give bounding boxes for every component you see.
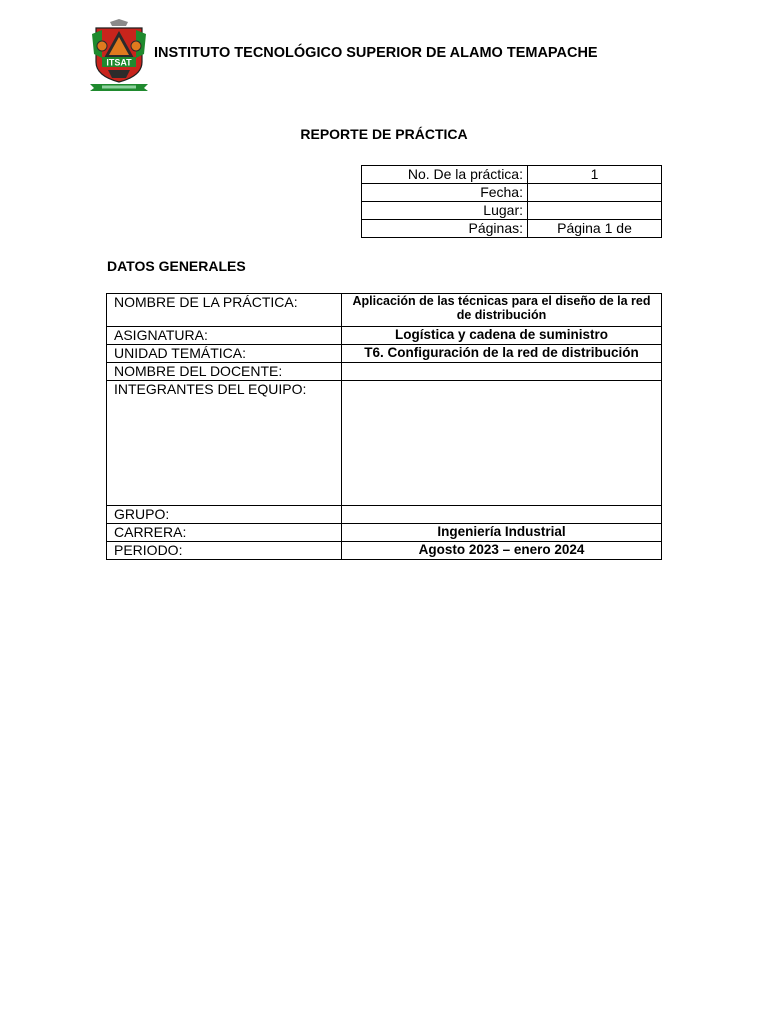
- general-data-heading: DATOS GENERALES: [107, 258, 246, 274]
- period-label: PERIODO:: [107, 542, 342, 560]
- place-row: [362, 202, 662, 220]
- practice-number-row: [362, 166, 662, 184]
- pages-label: Páginas:: [362, 220, 528, 238]
- date-row: [362, 184, 662, 202]
- practice-name-value: Aplicación de las técnicas para el diseño de la red de distribución: [342, 294, 662, 327]
- date-value: [528, 184, 662, 202]
- group-row: [107, 506, 662, 524]
- date-label: Fecha:: [362, 184, 528, 202]
- general-data-table: [106, 293, 662, 560]
- subject-label: ASIGNATURA:: [107, 327, 342, 345]
- report-title: REPORTE DE PRÁCTICA: [300, 126, 468, 142]
- career-label: CARRERA:: [107, 524, 342, 542]
- institute-logo: [88, 18, 150, 92]
- institute-name: INSTITUTO TECNOLÓGICO SUPERIOR DE ALAMO TEMAPACHE: [154, 45, 598, 61]
- pages-value: Página 1 de: [528, 220, 662, 238]
- unit-row: [107, 345, 662, 363]
- career-value: Ingeniería Industrial: [342, 524, 662, 542]
- group-value: [342, 506, 662, 524]
- unit-value: T6. Configuración de la red de distribución: [342, 345, 662, 363]
- teacher-row: [107, 363, 662, 381]
- team-label: INTEGRANTES DEL EQUIPO:: [107, 381, 342, 506]
- practice-name-label: NOMBRE DE LA PRÁCTICA:: [107, 294, 342, 327]
- career-row: [107, 524, 662, 542]
- pages-row: [362, 220, 662, 238]
- subject-value: Logística y cadena de suministro: [342, 327, 662, 345]
- logo-text: ITSAT: [106, 57, 132, 68]
- teacher-value: [342, 363, 662, 381]
- unit-label: UNIDAD TEMÁTICA:: [107, 345, 342, 363]
- place-value: [528, 202, 662, 220]
- teacher-label: NOMBRE DEL DOCENTE:: [107, 363, 342, 381]
- team-row: [107, 381, 662, 506]
- practice-number-value: 1: [528, 166, 662, 184]
- period-row: [107, 542, 662, 560]
- practice-info-table: [361, 165, 662, 238]
- team-value: [342, 381, 662, 506]
- period-value: Agosto 2023 – enero 2024: [342, 542, 662, 560]
- practice-name-row: [107, 294, 662, 327]
- subject-row: [107, 327, 662, 345]
- place-label: Lugar:: [362, 202, 528, 220]
- group-label: GRUPO:: [107, 506, 342, 524]
- practice-number-label: No. De la práctica:: [362, 166, 528, 184]
